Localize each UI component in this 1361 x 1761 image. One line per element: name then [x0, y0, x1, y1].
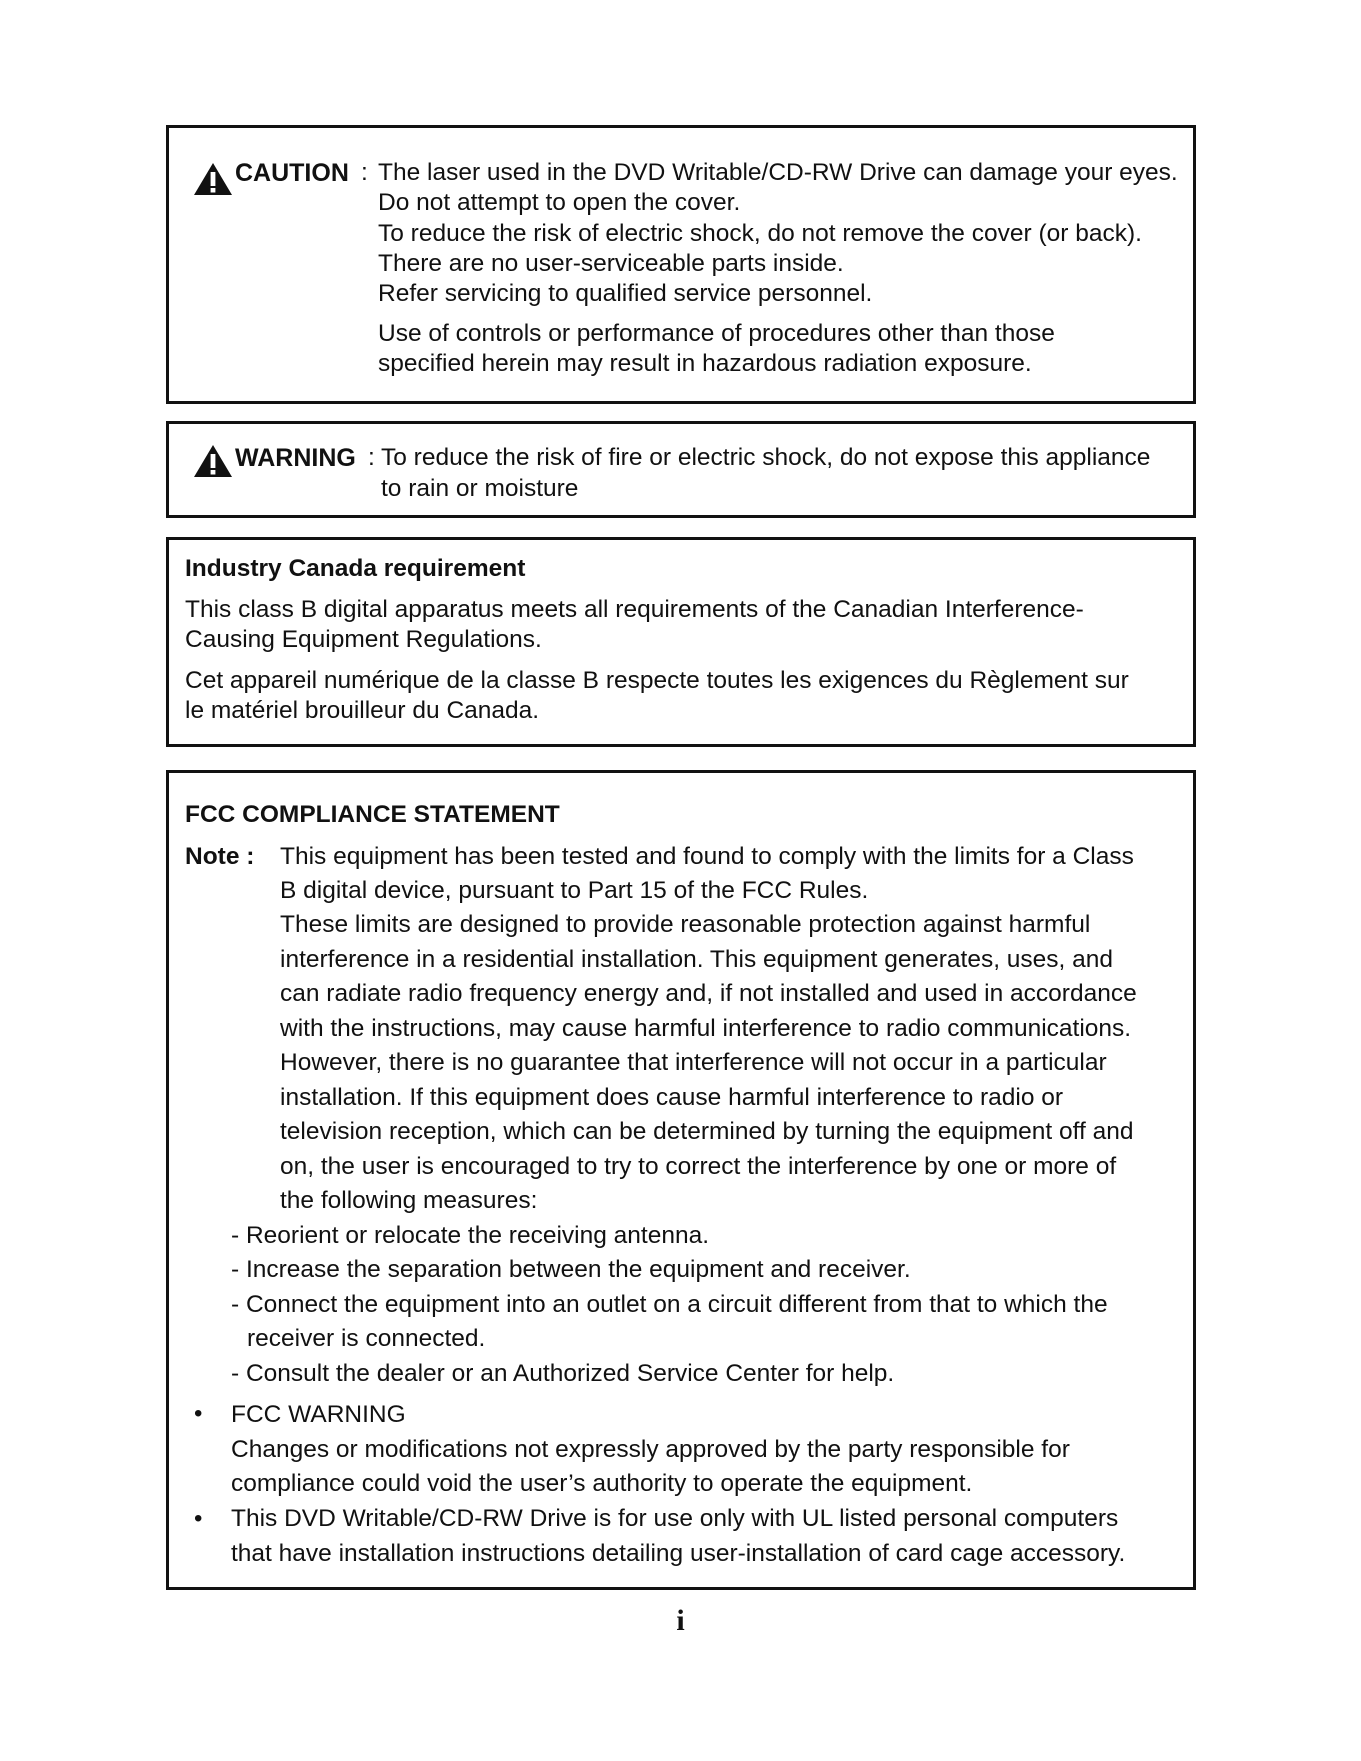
note-line: the following measures: — [280, 1187, 538, 1214]
caution-line: Do not attempt to open the cover. — [378, 189, 741, 216]
fcc-box — [166, 770, 1196, 1590]
caution-line: The laser used in the DVD Writable/CD-RW Drive can damage your eyes. — [378, 159, 1178, 186]
bullet-icon: • — [194, 1505, 203, 1532]
note-line: with the instructions, may cause harmful interference to radio communications. — [280, 1015, 1132, 1042]
warning-triangle-icon — [193, 444, 233, 478]
canada-line: Cet appareil numérique de la classe B respecte toutes les exigences du Règlement sur — [185, 667, 1129, 694]
fcc-title: FCC COMPLIANCE STATEMENT — [185, 801, 560, 828]
caution-line: There are no user-serviceable parts inside. — [378, 250, 844, 277]
page-number: i — [676, 1604, 685, 1637]
ul-listing-line: This DVD Writable/CD-RW Drive is for use only with UL listed personal computers — [231, 1505, 1119, 1532]
industry-canada-box — [166, 537, 1196, 747]
bullet-icon: • — [194, 1400, 203, 1427]
measure-item: - Reorient or relocate the receiving antenna. — [231, 1222, 710, 1249]
caution-label: CAUTION — [235, 159, 349, 187]
warning-separator: : — [368, 444, 375, 471]
measure-item: - Consult the dealer or an Authorized Service Center for help. — [231, 1360, 895, 1387]
fcc-warning-line: compliance could void the user’s authority to operate the equipment. — [231, 1470, 973, 1497]
caution-line: Refer servicing to qualified service personnel. — [378, 280, 873, 307]
note-line: This equipment has been tested and found to comply with the limits for a Class — [280, 843, 1134, 870]
note-line: interference in a residential installation. This equipment generates, uses, and — [280, 946, 1114, 973]
fcc-warning-line: FCC WARNING — [231, 1401, 406, 1428]
note-line: These limits are designed to provide reasonable protection against harmful — [280, 911, 1091, 938]
measure-item: receiver is connected. — [247, 1325, 486, 1352]
caution-separator: : — [361, 159, 368, 186]
note-label: Note : — [185, 843, 255, 870]
canada-title: Industry Canada requirement — [185, 555, 526, 582]
caution-line: To reduce the risk of electric shock, do not remove the cover (or back). — [378, 220, 1142, 247]
canada-line: Causing Equipment Regulations. — [185, 626, 542, 653]
note-line: However, there is no guarantee that interference will not occur in a particular — [280, 1049, 1107, 1076]
warning-line: to rain or moisture — [381, 475, 579, 502]
measure-item: - Increase the separation between the equipment and receiver. — [231, 1256, 911, 1283]
warning-line: To reduce the risk of fire or electric shock, do not expose this appliance — [381, 444, 1151, 471]
ul-listing-line: that have installation instructions detailing user-installation of card cage accessory. — [231, 1540, 1126, 1567]
note-line: B digital device, pursuant to Part 15 of the FCC Rules. — [280, 877, 869, 904]
warning-label: WARNING — [235, 444, 356, 472]
note-line: can radiate radio frequency energy and, if not installed and used in accordance — [280, 980, 1137, 1007]
note-line: television reception, which can be determined by turning the equipment off and — [280, 1118, 1134, 1145]
canada-line: le matériel brouilleur du Canada. — [185, 697, 540, 724]
caution-box — [166, 125, 1196, 404]
canada-line: This class B digital apparatus meets all requirements of the Canadian Interference- — [185, 596, 1084, 623]
caution-line: Use of controls or performance of procedures other than those — [378, 320, 1055, 347]
fcc-warning-line: Changes or modifications not expressly approved by the party responsible for — [231, 1436, 1070, 1463]
note-line: on, the user is encouraged to try to correct the interference by one or more of — [280, 1153, 1117, 1180]
note-line: installation. If this equipment does cause harmful interference to radio or — [280, 1084, 1064, 1111]
caution-line: specified herein may result in hazardous radiation exposure. — [378, 350, 1032, 377]
warning-box — [166, 421, 1196, 518]
measure-item: - Connect the equipment into an outlet on a circuit different from that to which the — [231, 1291, 1108, 1318]
warning-triangle-icon — [193, 162, 233, 196]
